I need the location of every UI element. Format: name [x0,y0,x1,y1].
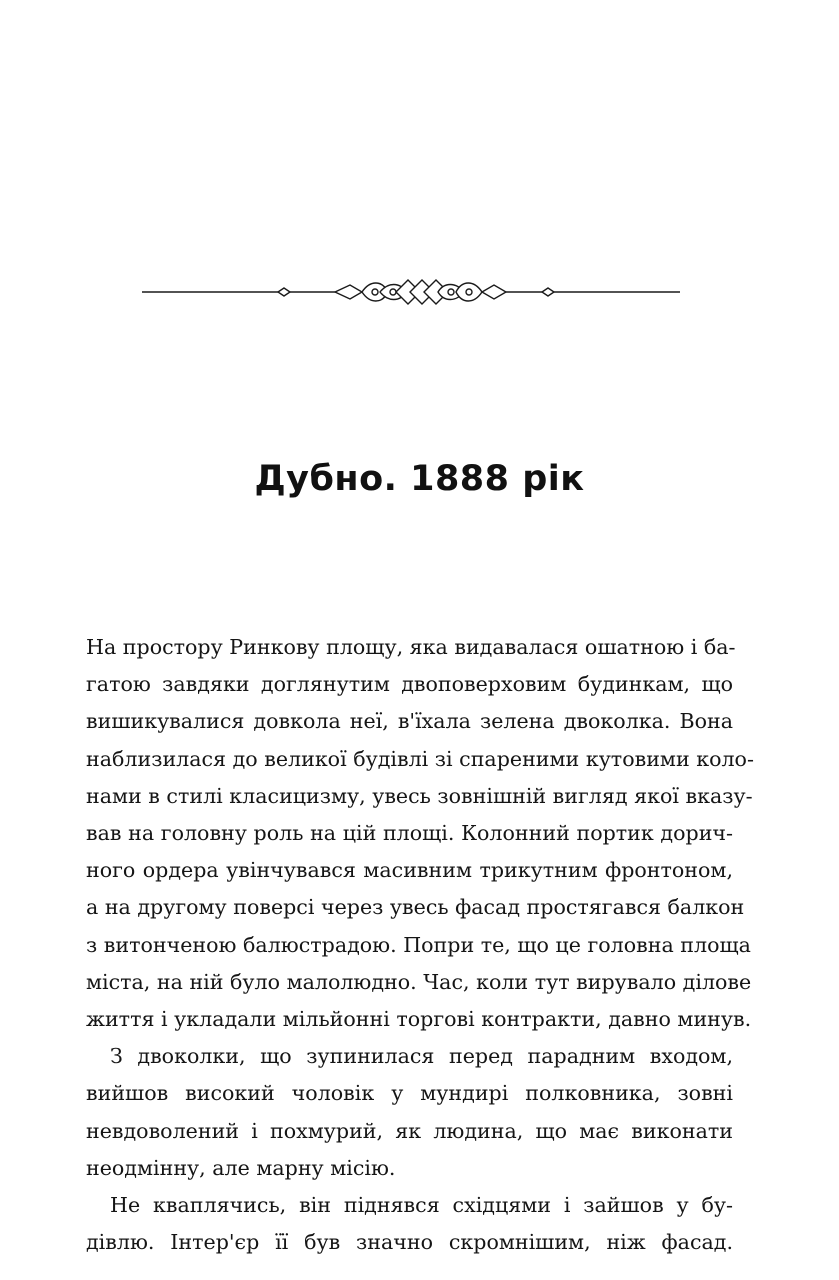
text-line: неодмінну, але марну місію. [86,1155,396,1180]
text-line: вийшов високий чоловік у мундирі полковника, зовні [86,1081,733,1106]
body-text [86,629,754,1261]
flourish-ornament-icon [140,272,685,312]
text-line: На простору Ринкову площу, яка видавалася ошатною і ба- [86,635,736,659]
text-line: вав на головну роль на цій площі. Колонний портик дорич- [86,821,733,846]
text-line: невдоволений і похмурий, як людина, що має виконати [86,1118,733,1143]
text-line: нами в стилі класицизму, увесь зовнішній вигляд якої вказу- [86,783,753,808]
paragraph-3 [86,1187,733,1261]
text-line: а на другому поверсі через увесь фасад простягався балкон [86,895,745,920]
paragraph-1 [86,629,754,1038]
ornamental-divider [140,272,685,312]
chapter-title: Дубно. 1888 рік [254,459,585,500]
text-line: Не кваплячись, він піднявся східцями і зайшов у бу- [110,1193,733,1218]
text-line: дівлю. Інтер'єр її був значно скромнішим, ніж фасад. [86,1230,733,1255]
text-line: З двоколки, що зупинилася перед парадним входом, [110,1044,733,1069]
text-line: міста, на ній було малолюдно. Час, коли тут вирувало ділове [86,969,752,994]
text-line: наблизилася до великої будівлі зі спареними кутовими коло- [86,746,754,771]
text-line: з витонченою балюстрадою. Попри те, що це головна площа [86,932,751,957]
text-line: вишикувалися довкола неї, в'їхала зелена двоколка. Вона [86,709,733,734]
paragraph-2 [86,1038,733,1187]
text-line: гатою завдяки доглянутим двоповерховим будинкам, що [86,672,733,697]
text-line: життя і укладали мільйонні торгові контракти, давно минув. [86,1007,752,1032]
text-line: ного ордера увінчувався масивним трикутним фронтоном, [86,858,733,883]
